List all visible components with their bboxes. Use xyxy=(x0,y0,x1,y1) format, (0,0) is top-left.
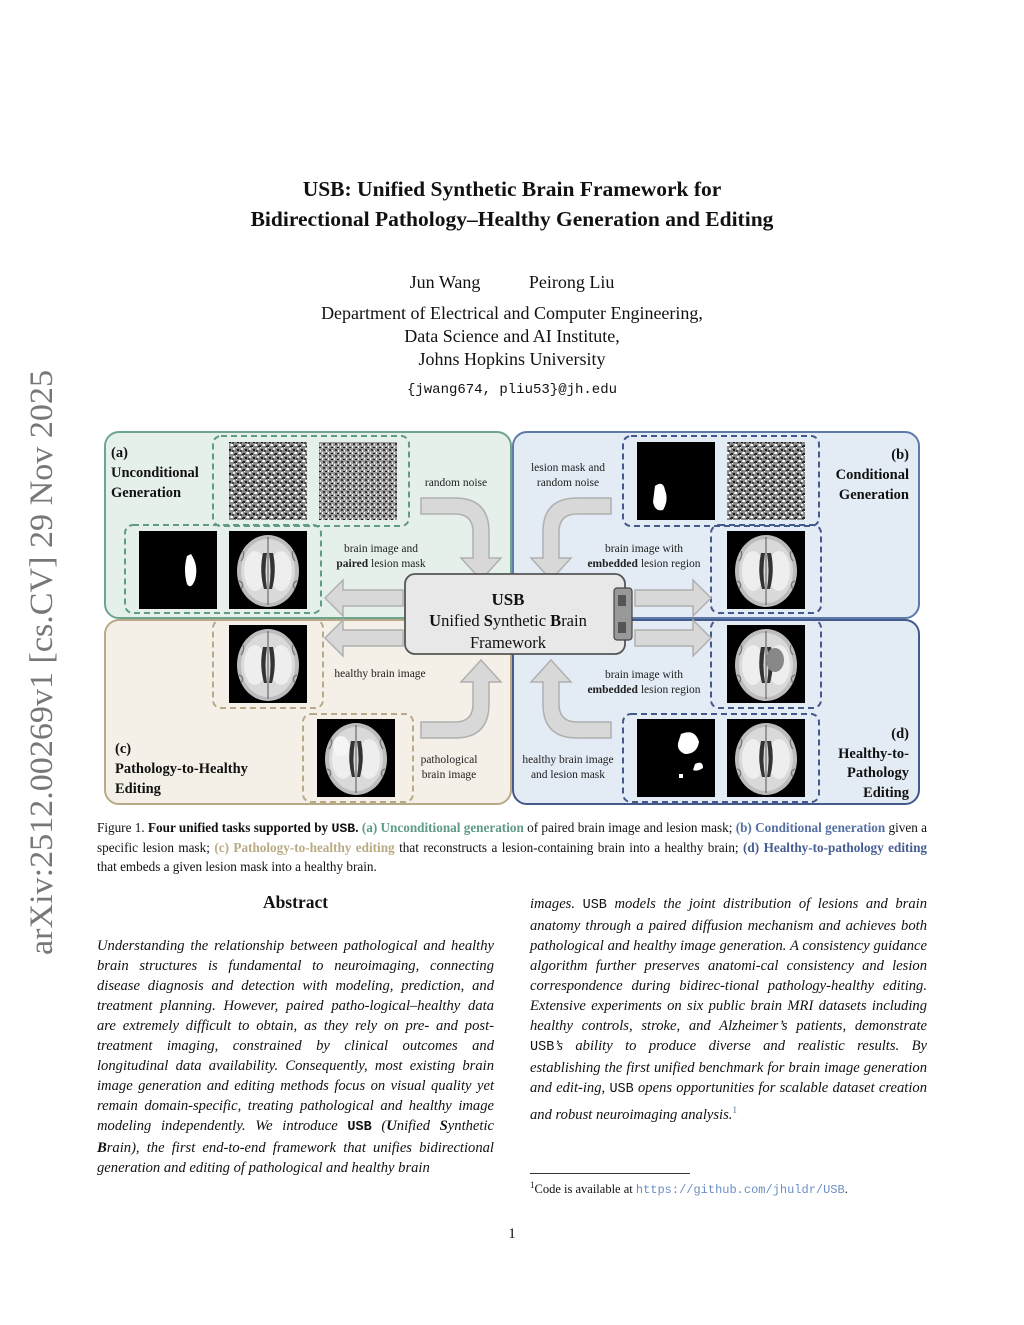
abstract-text: ynthetic xyxy=(447,1118,494,1134)
brain-image xyxy=(727,719,805,797)
noise-image xyxy=(319,442,397,520)
panel-b-title-2: Generation xyxy=(838,487,909,503)
label-pathological: brain image xyxy=(421,769,477,781)
footnote xyxy=(530,1180,927,1197)
affiliation-line: Department of Electrical and Computer Engineering, xyxy=(321,303,703,323)
panel-d-title-3: Editing xyxy=(863,785,909,801)
caption-task-d: (d) Healthy-to-pathology editing xyxy=(743,840,928,855)
pathological-brain-image xyxy=(317,719,395,797)
panel-c-title-2: Editing xyxy=(115,781,161,797)
author-email: {jwang674, pliu53}@jh.edu xyxy=(406,382,618,398)
usb-center-title: USB xyxy=(491,590,525,609)
caption-task-b: (b) Conditional generation xyxy=(735,820,886,835)
panel-a-title-2: Generation xyxy=(111,485,182,501)
author-list xyxy=(0,272,1024,293)
panel-a-title-1: Unconditional xyxy=(111,465,199,481)
lesion-mask-image xyxy=(637,442,715,520)
usb-center-subtitle: Unified Synthetic Brain xyxy=(429,611,587,630)
abstract-text: Understanding the relationship between pathological and healthy brain structures is fundamental to neuroimaging, connecting disease diagnosis and detection with modeling, prediction, and treatment planning. However, paired patho-logical–healthy data are extremely difficult to obtain, as they rely on pre- and post-treatment imaging, constrained by clinical outcomes and longitudinal data availability. Consequently, most existing brain image generation and editing methods focus on visual quality yet remain domain-specific, treating pathological and healthy image modeling independently. We introduce xyxy=(97,938,494,1134)
footnote-text: Code is available at xyxy=(534,1182,636,1197)
acronym-letter: U xyxy=(386,1118,397,1134)
caption-prefix: Figure 1. xyxy=(97,820,145,835)
caption-task-a-desc: of paired brain image and lesion mask; xyxy=(523,820,733,835)
abstract-text: ( xyxy=(371,1118,387,1134)
arxiv-stamp-text: arXiv:2512.00269v1 [cs.CV] 29 Nov 2025 xyxy=(24,388,60,955)
caption-period: . xyxy=(355,820,359,835)
panel-a-tag: (a) xyxy=(111,445,128,461)
abstract-text: ’s ability to produce diverse and realistic results. By establishing the first unified benchmark for brain image generation and edit-ing, xyxy=(530,1038,927,1096)
panel-c-tag: (c) xyxy=(115,741,132,757)
label-pathological: pathological xyxy=(420,754,478,766)
usb-name: USB xyxy=(582,898,607,913)
arxiv-stamp xyxy=(8,370,68,955)
author-name: Jun Wang xyxy=(409,272,481,292)
affiliation-line: Data Science and AI Institute, xyxy=(404,326,620,346)
title-line-1: USB: Unified Synthetic Brain Framework for xyxy=(302,177,722,201)
label-embedded-d: brain image with xyxy=(605,669,683,681)
abstract-text: nified xyxy=(396,1118,440,1134)
abstract-left-column xyxy=(97,936,494,1178)
acronym-letter: B xyxy=(97,1140,107,1156)
label-lesion-mask-noise: lesion mask and xyxy=(530,462,606,474)
footnote-end: . xyxy=(844,1182,848,1197)
label-embedded-b: embedded lesion region xyxy=(587,558,701,570)
caption-task-c: (c) Pathology-to-healthy editing xyxy=(214,840,395,855)
abstract-text: rain xyxy=(106,1140,132,1156)
label-embedded-d: embedded lesion region xyxy=(587,684,701,696)
footnote-divider xyxy=(530,1173,690,1174)
caption-task-c-desc: that reconstructs a lesion-containing brain into a healthy brain; xyxy=(394,840,739,855)
usb-name: USB xyxy=(347,1120,372,1135)
brain-image xyxy=(727,531,805,609)
usb-center-framework: Framework xyxy=(469,633,547,652)
author-name: Peirong Liu xyxy=(528,272,615,292)
caption-lead: Four unified tasks supported by xyxy=(147,820,329,835)
abstract-heading: Abstract xyxy=(262,892,329,912)
caption-task-d-desc: that embeds a given lesion mask into a healthy brain. xyxy=(97,859,377,874)
label-brain-paired: brain image and xyxy=(343,543,419,555)
acronym-letter: S xyxy=(439,1118,448,1134)
panel-d-title-2: Pathology xyxy=(846,765,909,781)
abstract-text: ), the first end-to-end framework that unifies bidirectional generation and editing of pathological and healthy brain xyxy=(97,1140,494,1176)
code-url-link[interactable]: https://github.com/jhuldr/USB xyxy=(635,1183,845,1198)
lesion-mask-image xyxy=(637,719,715,797)
label-brain-paired: paired lesion mask xyxy=(336,558,426,570)
pathological-brain-image xyxy=(727,625,805,703)
panel-b-title-1: Conditional xyxy=(835,467,909,483)
usb-name: USB xyxy=(609,1082,634,1097)
label-healthy-brain: healthy brain image xyxy=(334,668,426,680)
figure-caption xyxy=(97,818,927,876)
label-healthy-mask: and lesion mask xyxy=(530,769,606,781)
panel-b-tag: (b) xyxy=(891,447,909,463)
brain-image xyxy=(229,531,307,609)
abstract-text: images. xyxy=(530,896,575,912)
label-embedded-b: brain image with xyxy=(605,543,683,555)
footnote-link[interactable]: 1 xyxy=(732,1105,737,1115)
caption-task-a: (a) Unconditional generation xyxy=(361,820,524,835)
label-healthy-mask: healthy brain image xyxy=(522,754,614,766)
footnote-mark: 1 xyxy=(530,1180,535,1190)
affiliation-line: Johns Hopkins University xyxy=(418,349,606,369)
figure-1-diagram xyxy=(103,428,923,808)
caption-usb: USB xyxy=(331,821,356,836)
abstract-text: models the joint distribution of lesions and brain anatomy through a paired diffusion mechanism and achieves both pathological and healthy image generation. A consistency guidance algorithm further preserves anatomi-cal consistency and lesion correspondence during bidirec-tional pathology-healthy editing. Extensive experiments on six public brain MRI datasets including healthy controls, stroke, and Alzheimer’s patients, demonstrate xyxy=(530,896,928,1034)
usb-name: USB xyxy=(530,1040,555,1055)
figure-1 xyxy=(103,428,923,808)
affiliation xyxy=(0,302,1024,371)
title-line-2: Bidirectional Pathology–Healthy Generation and Editing xyxy=(250,207,774,231)
paper-title xyxy=(0,174,1024,234)
caption-task-b-desc: given a specific lesion mask; xyxy=(97,820,928,855)
label-lesion-mask-noise: random noise xyxy=(536,477,600,489)
lesion-mask-image xyxy=(139,531,217,609)
label-random-noise: random noise xyxy=(424,477,488,489)
panel-c-title-1: Pathology-to-Healthy xyxy=(115,761,248,777)
page-number: 1 xyxy=(508,1226,516,1242)
abstract-text: opens opportunities for scalable dataset creation and robust neuroimaging analysis. xyxy=(530,1080,927,1123)
brain-image xyxy=(229,625,307,703)
panel-d-title-1: Healthy-to- xyxy=(838,746,909,762)
panel-d-tag: (d) xyxy=(891,726,909,742)
noise-image xyxy=(229,442,307,520)
abstract-right-column xyxy=(530,894,927,1125)
noise-image xyxy=(727,442,805,520)
